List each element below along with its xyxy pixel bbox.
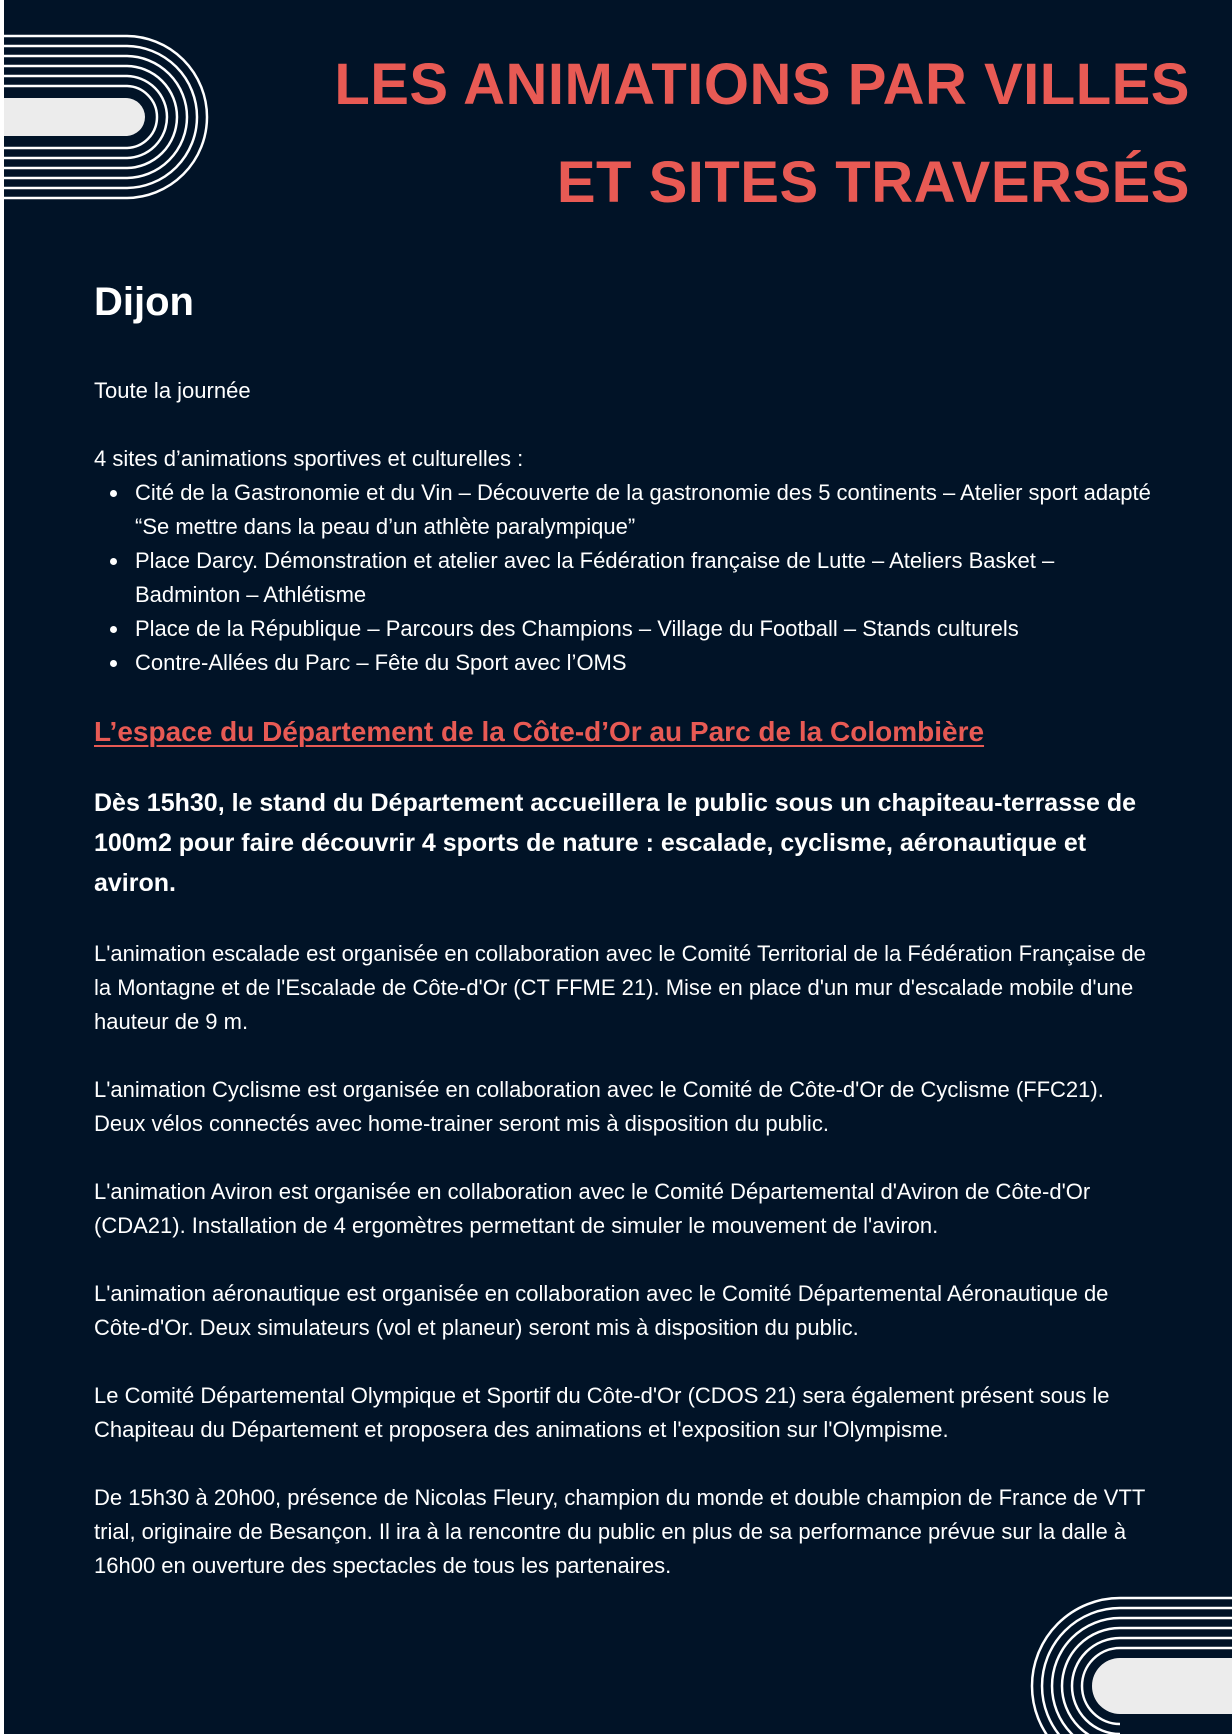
section-heading-link[interactable]: L’espace du Département de la Côte-d’Or au Parc de la Colombière [94,716,985,747]
paragraph-aviron: L'animation Aviron est organisée en collaboration avec le Comité Départemental d'Aviron de Côte-d'Or (CDA21). Installation de 4 ergomètres permettant de simuler le mouvement de l'aviron. [94,1179,1091,1238]
paragraph-escalade: L'animation escalade est organisée en collaboration avec le Comité Territorial de la Fédération Française de la Montagne et de l'Escalade de Côte-d'Or (CT FFME 21). Mise en place d'un mur d'escalade mobile d'une hauteur de 9 m. [94,941,1146,1034]
city-heading: Dijon [94,280,194,324]
page-title-line-1: LES ANIMATIONS PAR VILLES [334,52,1190,117]
paragraph-cdos: Le Comité Départemental Olympique et Sportif du Côte-d'Or (CDOS 21) sera également présent sous le Chapiteau du Département et proposera des animations et l'exposition sur l'Olympisme. [94,1383,1110,1442]
list-item: Contre-Allées du Parc – Fête du Sport avec l’OMS [135,646,1154,680]
page [4,0,1232,1734]
sites-intro: 4 sites d’animations sportives et culturelles : [94,446,524,471]
schedule-text: Toute la journée [94,378,251,403]
track-lines-decoration-top [4,30,214,205]
paragraph-cyclisme: L'animation Cyclisme est organisée en collaboration avec le Comité de Côte-d'Or de Cyclisme (FFC21). Deux vélos connectés avec home-trainer seront mis à disposition du public. [94,1077,1104,1136]
page-title-line-2: ET SITES TRAVERSÉS [556,150,1190,215]
main-content [94,276,1154,1583]
page-title [334,36,1190,232]
track-lines-decoration-bottom [1024,1590,1232,1734]
sites-list [94,476,1154,680]
paragraph-aeronautique: L'animation aéronautique est organisée en collaboration avec le Comité Départemental Aéronautique de Côte-d'Or. Deux simulateurs (vol et planeur) seront mis à disposition du public. [94,1281,1109,1340]
track-infield [1092,1658,1232,1714]
list-item: Place Darcy. Démonstration et atelier avec la Fédération française de Lutte – Ateliers Basket – Badminton – Athlétisme [135,544,1154,612]
list-item: Place de la République – Parcours des Champions – Village du Football – Stands culturels [135,612,1154,646]
lead-paragraph: Dès 15h30, le stand du Département accueillera le public sous un chapiteau-terrasse de 100m2 pour faire découvrir 4 sports de nature : escalade, cyclisme, aéronautique et aviron. [94,789,1137,897]
paragraph-nicolas-fleury: De 15h30 à 20h00, présence de Nicolas Fleury, champion du monde et double champion de France de VTT trial, originaire de Besançon. Il ira à la rencontre du public en plus de sa performance prévue sur la dalle à 16h00 en ouverture des spectacles de tous les partenaires. [94,1485,1145,1578]
track-infield [4,98,145,136]
list-item: Cité de la Gastronomie et du Vin – Découverte de la gastronomie des 5 continents – Atelier sport adapté “Se mettre dans la peau d’un athlète paralympique” [135,476,1154,544]
